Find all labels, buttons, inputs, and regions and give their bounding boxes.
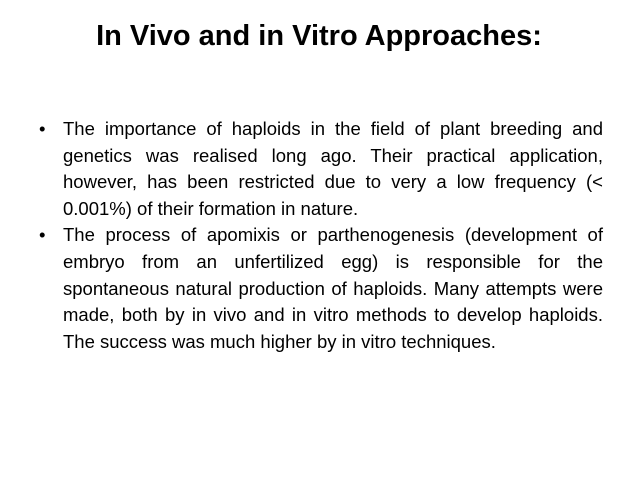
bullet-item (38, 116, 603, 222)
bullet-list (38, 116, 603, 355)
bullet-text: The process of apomixis or parthenogenesis (development of embryo from an unfertilized egg) is responsible for the spontaneous natural production of haploids. Many attempts were made, both by in vivo and in vitro methods to develop haploids. The success was much higher by in vitro techniques. (63, 224, 603, 352)
bullet-dot-icon: • (39, 118, 46, 139)
bullet-item (38, 222, 603, 355)
bullet-dot-icon: • (39, 224, 46, 246)
bullet-text: The importance of haploids in the field of plant breeding and genetics was realised long ago. Their practical application, however, has been restricted due to very a low frequency (< 0.001%) of their formation in nature. (63, 118, 603, 219)
slide-title: In Vivo and in Vitro Approaches: (96, 20, 542, 52)
